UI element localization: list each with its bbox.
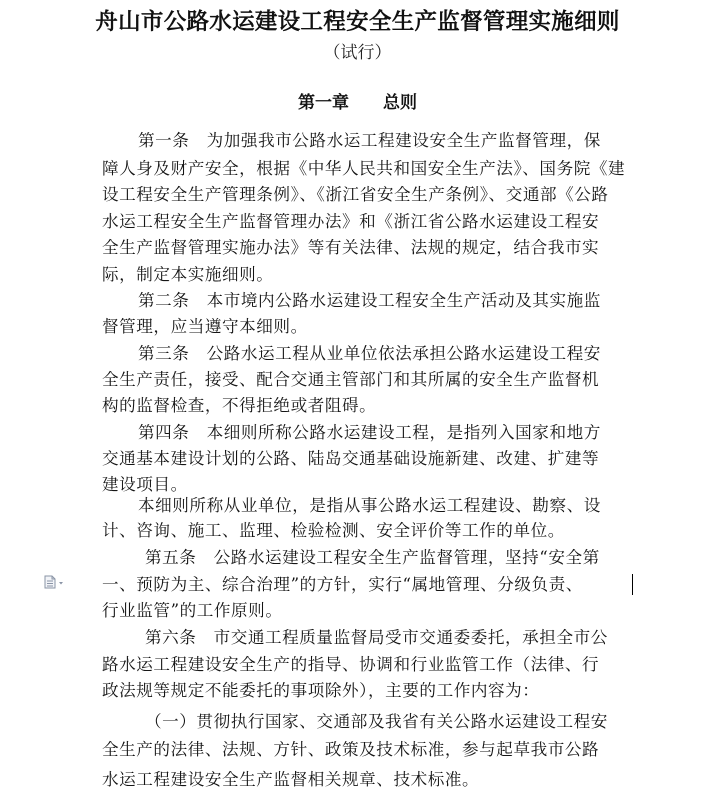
- text-line: 行业监管”的工作原则。: [102, 601, 283, 620]
- chapter-heading: [0, 88, 715, 113]
- text-line: 计、咨询、施工、监理、检验检测、安全评价等工作的单位。: [102, 521, 565, 540]
- text-line: 第二条 本市境内公路水运建设工程安全生产活动及其实施监: [138, 291, 601, 310]
- text-cursor: [632, 574, 633, 595]
- text-line: 全生产的法律、法规、方针、政策及技术标准，参与起草我市公路: [102, 740, 600, 759]
- text-line: 本细则所称从业单位，是指从事公路水运工程建设、勘察、设: [138, 496, 601, 515]
- document-subtitle: （试行）: [323, 43, 392, 63]
- text-line: 路水运工程建设安全生产的指导、协调和行业监管工作（法律、行: [102, 655, 600, 674]
- text-line: 政法规等规定不能委托的事项除外），主要的工作内容为：: [102, 681, 540, 700]
- text-line: 全生产责任，接受、配合交通主管部门和其所属的安全生产监督机: [102, 370, 600, 389]
- text-line: 督管理，应当遵守本细则。: [102, 317, 308, 336]
- paragraph-options-icon[interactable]: [44, 574, 66, 588]
- text-line: 水运工程安全生产监督管理办法》和《浙江省公路水运建设工程安: [102, 212, 600, 231]
- text-line: 第三条 公路水运工程从业单位依法承担公路水运建设工程安: [138, 344, 601, 363]
- text-line: 第一条 为加强我市公路水运工程建设安全生产监督管理，保: [138, 131, 601, 150]
- chapter-name: 总则: [383, 93, 417, 113]
- text-line: 设工程安全生产管理条例》、《浙江省安全生产条例》、交通部《公路: [102, 185, 609, 204]
- text-line: 交通基本建设计划的公路、陆岛交通基础设施新建、改建、扩建等: [102, 449, 600, 468]
- text-line: 第四条 本细则所称公路水运建设工程，是指列入国家和地方: [138, 423, 601, 442]
- text-line: （一）贯彻执行国家、交通部及我省有关公路水运建设工程安: [145, 712, 608, 731]
- text-line: 建设项目。: [102, 475, 188, 494]
- text-line: 障人身及财产安全，根据《中华人民共和国安全生产法》、国务院《建: [102, 159, 626, 178]
- document-title: 舟山市公路水运建设工程安全生产监督管理实施细则: [95, 9, 620, 35]
- text-line: 水运工程建设安全生产监督相关规章、技术标准。: [102, 770, 480, 789]
- text-line: 第六条 市交通工程质量监督局受市交通委委托，承担全市公: [145, 628, 608, 647]
- text-line: 全生产监督管理实施办法》等有关法律、法规的规定，结合我市实: [102, 238, 600, 257]
- text-line: 第五条 公路水运建设工程安全生产监督管理，坚持“安全第: [145, 548, 600, 567]
- text-line: 一、预防为主、综合治理”的方针，实行“属地管理、分级负责、: [102, 575, 583, 594]
- chapter-number: 第一章: [298, 93, 349, 113]
- text-line: 构的监督检查，不得拒绝或者阻碍。: [102, 396, 377, 415]
- text-line: 际，制定本实施细则。: [102, 265, 274, 284]
